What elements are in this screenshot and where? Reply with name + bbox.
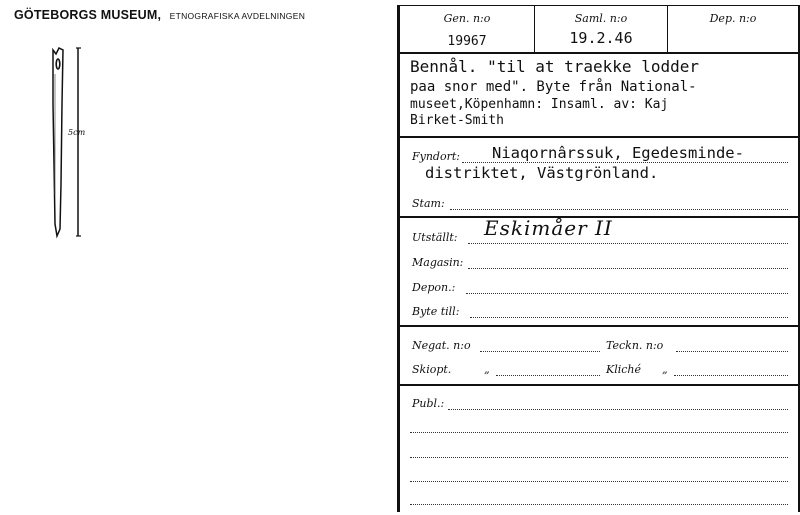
- magasin-dots: [468, 268, 788, 269]
- utstallt-label: Utställt:: [412, 231, 458, 244]
- stam-label: Stam:: [412, 197, 445, 210]
- utstallt-handwriting: Eskimåer II: [484, 216, 613, 240]
- kliche-label: Kliché: [606, 363, 642, 376]
- description-line-1: Bennål. "til at traekke lodder: [410, 57, 699, 76]
- description-line-4: Birket-Smith: [410, 113, 504, 128]
- skiopt-label: Skiopt.: [412, 363, 452, 376]
- needle-drawing: [44, 44, 94, 244]
- teckn-label: Teckn. n:o: [606, 339, 664, 352]
- publ-dots-5: [410, 504, 788, 505]
- fyndort-label: Fyndort:: [412, 150, 460, 163]
- negat-dots: [480, 351, 600, 352]
- description-line-3: museet,Köpenhamn: Insaml. av: Kaj: [410, 97, 669, 112]
- publ-label: Publ.:: [412, 397, 445, 410]
- gen-value: 19967: [447, 34, 487, 49]
- museum-heading: [14, 6, 305, 24]
- fyndort-line-1: Niaqornârssuk, Egedesminde-: [492, 144, 744, 162]
- negat-label: Negat. n:o: [412, 339, 471, 352]
- publ-dots-2: [410, 432, 788, 433]
- scale-note: 5cm: [68, 128, 86, 137]
- skiopt-dots: [496, 375, 600, 376]
- kliche-mark: „: [662, 363, 668, 376]
- publ-dots-1: [448, 409, 788, 410]
- byte-dots: [470, 317, 788, 318]
- card-header: [400, 6, 798, 54]
- dep-label: Dep. n:o: [709, 12, 757, 25]
- catalog-card: [397, 5, 800, 512]
- depon-label: Depon.:: [412, 281, 456, 294]
- gen-cell: [400, 6, 535, 52]
- museum-name: GÖTEBORGS MUSEUM,: [14, 8, 162, 22]
- kliche-dots: [674, 375, 788, 376]
- utstallt-dots: [468, 243, 788, 244]
- publ-dots-3: [410, 457, 788, 458]
- gen-label: Gen. n:o: [443, 12, 491, 25]
- saml-value: 19.2.46: [569, 29, 633, 47]
- needle-sketch: [44, 44, 94, 244]
- stam-dots: [450, 209, 788, 210]
- divider-3: [400, 384, 798, 386]
- department-name: ETNOGRAFISKA AVDELNINGEN: [169, 11, 306, 21]
- magasin-label: Magasin:: [412, 256, 464, 269]
- teckn-dots: [676, 351, 788, 352]
- saml-label: Saml. n:o: [574, 12, 628, 25]
- publ-dots-4: [410, 481, 788, 482]
- description-block: [400, 54, 798, 138]
- description-line-2: paa snor med". Byte från National-: [410, 79, 697, 95]
- skiopt-mark: „: [484, 363, 490, 376]
- byte-label: Byte till:: [412, 305, 460, 318]
- dep-cell: [668, 6, 798, 52]
- depon-dots: [466, 293, 788, 294]
- saml-cell: [535, 6, 668, 52]
- divider-2: [400, 325, 798, 327]
- fyndort-line-2: distriktet, Västgrönland.: [425, 164, 659, 182]
- fyndort-dots: [462, 162, 788, 163]
